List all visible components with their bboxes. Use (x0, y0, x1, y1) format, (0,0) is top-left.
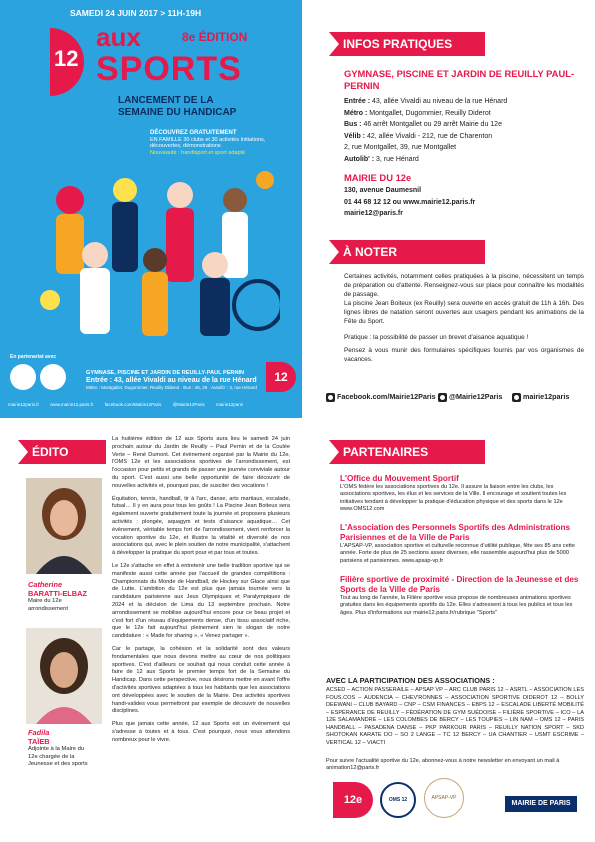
social-twitter[interactable] (438, 392, 502, 402)
info-line: Métro : Montgallet, Dugommier, Reuilly Diderot (344, 109, 491, 117)
noter-paragraph: Certaines activités, notamment celles pratiquées à la piscine, nécessitent un temps de préparation ou d'attente. Renseignez-vous sur place pour connaître les modalités de passage. (344, 273, 584, 299)
poster-venue-line3: Métro : Montgallet, Dugommier, Reuilly Diderot · Bus : 46, 29 · Autolib' : 3, rue Hénard (86, 385, 257, 390)
social-twitter-label: @Mairie12Paris (449, 392, 503, 401)
instagram-icon (512, 393, 521, 402)
signature-fadila (28, 728, 118, 769)
social-facebook-label: Facebook.com/Mairie12Paris (337, 392, 436, 401)
poster-link: @Mairie12Paris (172, 402, 205, 407)
mairie-phone[interactable]: 01 44 68 12 12 ou www.mairie12.paris.fr (344, 198, 476, 206)
poster-link: mairie12paris.fr (8, 402, 40, 407)
edito-paragraph: Plus que jamais cette année, 12 aux Sports est un événement qui s'adresse à toutes et à tous. C'est pourquoi, nous vous attendons nombreux pour le vivre. (112, 721, 290, 743)
edito-banner-label: ÉDITO (32, 445, 69, 459)
partenaires-banner-label: PARTENAIRES (343, 445, 429, 459)
mairie-info (344, 185, 584, 220)
logo-apsap: APSAP-VP (424, 778, 464, 818)
poster-discover-text: EN FAMILLE 30 clubs et 30 activités Initiations, découvertes, démonstrations (150, 136, 266, 149)
noter-paragraph: Pensez à vous munir des formulaires spécifiques fournis par vos organismes de vacances. (344, 346, 584, 363)
sig2-role: Adjointe à la Maire du 12e chargée de la Jeunesse et des sports (28, 746, 88, 767)
infos-banner-label: INFOS PRATIQUES (343, 37, 453, 51)
banner-notch (18, 440, 28, 464)
poster-discover-sub: Nouveauté : handisport et sport adapté (150, 149, 246, 156)
poster-edition: 8e ÉDITION (182, 30, 248, 44)
poster-partner-logo-2 (40, 364, 66, 390)
crowd-illustration (30, 160, 280, 340)
photo-fadila (26, 628, 102, 724)
banner-notch (329, 240, 339, 264)
noter-banner (329, 240, 485, 264)
partner-item (340, 523, 585, 565)
social-facebook[interactable] (326, 392, 436, 402)
noter-paragraph: La piscine Jean Boiteux (ex Reuilly) sera ouverte en accès gratuit de 11h à 16h. Des lignes libres de natation seront ouvertes aux usagers pendant les animations de la Fête du Sport. (344, 300, 584, 326)
sig2-last: TAÏEB (28, 737, 50, 746)
poster-launch-line2: SEMAINE DU HANDICAP (118, 107, 237, 118)
sig1-last: BARATTI-ELBAZ (28, 589, 87, 598)
edito-body (112, 436, 290, 744)
partner-item (340, 474, 585, 513)
poster-discover (150, 130, 268, 156)
poster-venue-line2: Entrée : 43, allée Vivaldi au niveau de la rue Hénard (86, 377, 257, 384)
sig1-role: Maire du 12e arrondissement (28, 598, 68, 612)
event-poster (0, 0, 302, 418)
poster-corner-logo: 12 (266, 362, 296, 392)
banner-notch (329, 440, 339, 464)
partner-title: L'Association des Personnels Sportifs des Administrations Parisiennes et de la Ville de Paris (340, 523, 571, 543)
poster-launch-line1: LANCEMENT DE LA (118, 95, 214, 106)
edito-paragraph: La huitième édition de 12 aux Sports aura lieu le samedi 24 juin prochain autour du Jardin de Reuilly – Paul Pernin et de la Coulée Verte – René Dumont. Cet évènement organisé par la Mairie du 12e, l'OMS 12e et les associations sportives de l'arrondissement, est l'occasion pour petits et grands de passer une journée conviviale autour du sport. C'est aussi une belle opportunité de faire découvrir de nouvelles activités et, pourquoi pas, de susciter des vocations ! (112, 436, 290, 489)
mairie-title: MAIRIE DU 12e (344, 172, 412, 183)
poster-partners-label: En partenariat avec (10, 354, 57, 360)
logo-oms12: OMS 12 (380, 782, 416, 818)
poster-title-sports: SPORTS (96, 50, 242, 88)
poster-date: SAMEDI 24 JUIN 2017 > 11H-19H (70, 8, 202, 18)
newsletter-text: Pour suivre l'actualité sportive du 12e, abonnez-vous à notre newsletter en envoyant un mail à animation12@paris.fr (326, 758, 560, 772)
info-line: Bus : 46 arrêt Montgallet ou 29 arrêt Mairie du 12e (344, 121, 502, 128)
info-line: Vélib : 42, allée Vivaldi - 212, rue de Charenton (344, 132, 493, 140)
assoc-list: ACSED – ACTION PASSERAILE – APSAP VP – ARC CLUB PARIS 12 – ASRTL – ASSOCIATION LES FOUS.COS – AUDENCIA – CHEV'RONNES – ASSOCIATION SPORTIVE DIDEROT 12 – BOLLY DEEWANI – CLUB BAYARD – CNP – CSM FINANCES – EBPS 12 – ESCALADE LIBERTÉ MOBILITÉ – ESPÉRANCE DE REUILLY – FÉDÉRATION DE GYM SUÉDOISE – FILIÈRE SPORTIVE – ICO – LA 12E SALAMANDRE – LES COLOMBES DE BERCY – LES TOUPIES – LIN NAM – OMS 12 – PARIS HANDBALL – PASADENA DANSE – PKP PARKOUR PARIS – REUILLY NATION SPORT – SKD SHOTOKAN KARATE DO – SO 2 LANGE – TC 12 BERCY – UA CHANTIER – USMT ESCRIME – VERTICAL 12 – VIACTI (326, 687, 584, 746)
partenaires-banner (329, 440, 485, 464)
facebook-icon (326, 393, 335, 402)
partner-title: Filière sportive de proximité - Direction de la Jeunesse et des Sports de la Ville de Paris (340, 575, 579, 595)
photo-catherine (26, 478, 102, 574)
edito-paragraph: Le 12e s'attache en effet à entretenir une belle tradition sportive qui se manifeste aussi cette année par l'accueil de grandes compétitions : Championnats du Monde de Handball, de Hockey sur Glace ainsi que de Lutte. L'ambition du 12e est plus que jamais tournée vers la candidature parisienne aux Jeux Olympiques et Paralympiques de 2024 et la décision de Lima du 13 septembre prochain. Notre arrondissement se mobilise aujourd'hui encore pour ce beau projet et c'est fort d'un réseau d'équipements dense, d'un tissu associatif riche, que le 12e fait aujourd'hui pleinement sien le slogan de notre candidature : « Made for sharing », « Venez partager ». (112, 562, 290, 640)
signature-catherine (28, 580, 118, 613)
twitter-icon (438, 393, 447, 402)
partner-item (340, 575, 585, 617)
poster-venue-line1: GYMNASE, PISCINE ET JARDIN DE REUILLY-PAUL PERNIN (86, 370, 245, 376)
edito-paragraph: Équitation, tennis, handball, tir à l'arc, danse, arts martiaux, escalade, futsal… Il y en aura pour tous les goûts ! La Piscine Jean Boiteux sera également ouverte gratuitement toute la journée et proposera plusieurs activités : plongée, aquagym et tests d'aisance aquatique… Cet évènement, véritable temps fort de l'arrondissement, vient renforcer la vocation sportive du 12e, et illustre la vitalité et diversité de nos associations qui, avec le plein soutien de notre municipalité, s'attachent à développer la pratique du sport pour et par tous et toutes. (112, 495, 290, 557)
poster-badge-number: 12 (54, 46, 79, 71)
partner-title: L'Office du Mouvement Sportif (340, 474, 459, 483)
edito-banner (18, 440, 106, 464)
logo-12e: 12e (333, 782, 373, 818)
poster-title-aux: aux (96, 22, 141, 52)
poster-partner-logo-1 (10, 364, 36, 390)
poster-discover-title: DÉCOUVREZ GRATUITEMENT (150, 130, 237, 136)
info-line: Autolib' : 3, rue Hénard (344, 155, 419, 163)
poster-link: mairie12paris (215, 402, 243, 407)
poster-venue (86, 370, 266, 391)
poster-link: facebook.com/Mairie12Paris (104, 402, 162, 407)
noter-body (344, 272, 584, 364)
partner-text: L'OMS fédère les associations sportives du 12e. Il assure la liaison entre les clubs, les associations sportives, les élus et les services de la Ville. Il encourage et soutient toutes les initiatives tendant à développer la pratique d'éducation physique et des sports dans le 12e www.OMS12.com (340, 484, 567, 512)
noter-paragraph: Pratique : la possibilité de passer un brevet d'aisance aquatique ! (344, 333, 529, 341)
partner-text: L'APSAP-VP, association sportive et culturelle reconnue d'utilité publique, fête ses 85 ans cette année. Forte de plus de 25 sections assez diverses, elle rassemble aujourd'hui plus de 5000 parisiens et parisiennes. www.apsap-vp.fr (340, 543, 575, 564)
mairie-email[interactable]: mairie12@paris.fr (344, 210, 403, 217)
poster-badge-12 (50, 28, 84, 96)
info-line: 2, rue Montgallet, 39, rue Montgallet (344, 144, 457, 151)
edito-paragraph: Car le partage, la cohésion et la solidarité sont des valeurs fondamentales que nous devons mettre au cœur de nos politiques sportives. C'est d'ailleurs ce souhait qui nous conduit cette année à faire de 12 aux Sports le premier temps fort de la Semaine du Handicap. Dans cette perspective, nous désirons mettre en avant l'offre d'activités sportives adaptées à tous les habitants que les associations ont développées avec le soutien de la Mairie. Des activités sportives handi-valides vous permettront par exemple de découvrir de nouvelles disciplines. (112, 645, 290, 715)
noter-banner-label: À NOTER (343, 245, 397, 259)
poster-launch (118, 95, 268, 119)
info-line: Entrée : 43, allée Vivaldi au niveau de la rue Hénard (344, 98, 508, 105)
sig1-first: Catherine (28, 580, 63, 589)
poster-link: www.mairie12.paris.fr (50, 402, 94, 407)
banner-notch (329, 32, 339, 56)
mairie-address: 130, avenue Daumesnil (344, 187, 422, 194)
social-instagram-label: mairie12paris (523, 392, 570, 401)
infos-banner (329, 32, 485, 56)
infos-venue-title: GYMNASE, PISCINE ET JARDIN DE REUILLY PAUL-PERNIN (344, 68, 575, 91)
poster-footer-links (8, 402, 298, 414)
partner-text: Tout au long de l'année, la Filière sportive vous propose de nombreuses animations sportives gratuites dans les équipements sportifs du 12e. Elles s'adressent à tous les publics et tous les âges. Plus d'informations sur mairie12.paris.fr/rubrique "Sports" (340, 595, 573, 616)
sig2-first: Fadila (28, 728, 50, 737)
assoc-title: AVEC LA PARTICIPATION DES ASSOCIATIONS : (326, 676, 495, 685)
social-instagram[interactable] (512, 392, 569, 402)
partners-list (340, 474, 585, 617)
infos-lines (344, 96, 584, 165)
logo-mairie-paris: MAIRIE DE PARIS (505, 796, 577, 812)
